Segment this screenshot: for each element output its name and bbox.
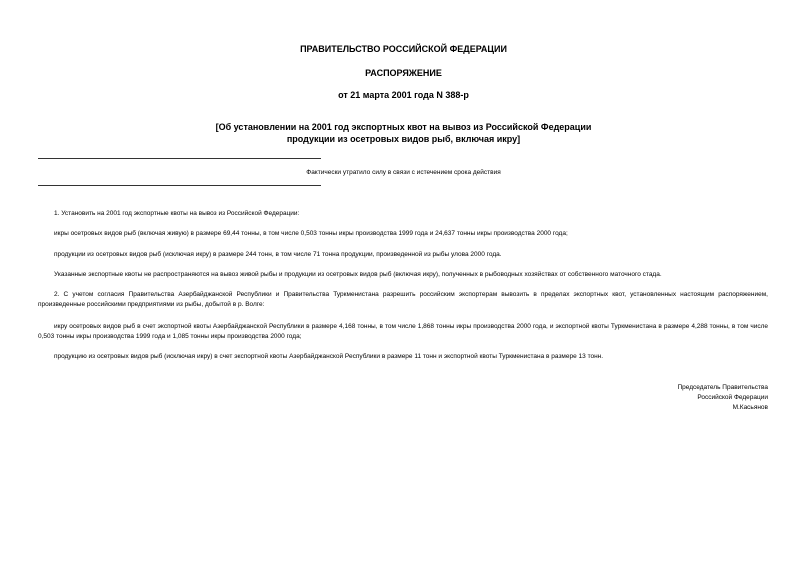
document-title-line-2: продукции из осетровых видов рыб, включая икру]	[286, 134, 521, 144]
divider-bottom	[38, 185, 321, 186]
signature-line-3: М.Касьянов	[732, 404, 768, 411]
divider-top	[38, 158, 321, 159]
signature-line-2: Российской Федерации	[697, 394, 768, 401]
document-title	[0, 121, 807, 145]
status-note: Фактически утратило силу в связи с истечением срока действия	[306, 169, 501, 176]
paragraph-5: 2. С учетом согласия Правительства Азербайджанской Республики и Правительства Туркменистана разрешить российским экспортерам вывозить в пределах экспортных квот, установленных настоящим распоряжением, произведенные российскими предприятиями из рыбы, добытой в р. Волге:	[38, 291, 768, 308]
document-date-number: от 21 марта 2001 года N 388-р	[338, 90, 469, 100]
paragraph-4: Указанные экспортные квоты не распространяются на вывоз живой рыбы и продукции из осетровых видов рыб (включая икру), полученных в рыбоводных хозяйствах от собственного маточного стада.	[54, 271, 662, 278]
paragraph-6: икру осетровых видов рыб в счет экспортной квоты Азербайджанской Республики в размере 4,168 тонны, в том числе 1,868 тонны икры производства 2000 года, и экспортной квоты Туркменистана в размере 4,288 тонны, в том числе 0,503 тонны икры производства 1999 года и 1,085 тонны икры производства 2000 года;	[38, 323, 768, 340]
paragraph-2: икры осетровых видов рыб (включая живую) в размере 69,44 тонны, в том числе 0,503 тонны икры производства 1999 года и 24,637 тонны икры производства 2000 года;	[54, 230, 568, 237]
signature-line-1: Председатель Правительства	[677, 384, 768, 391]
signature-block	[677, 383, 768, 413]
paragraph-7: продукцию из осетровых видов рыб (исключая икру) в счет экспортной квоты Азербайджанской Республики в размере 11 тонн и экспортной квоты Туркменистана в размере 13 тонн.	[54, 353, 604, 360]
government-heading: ПРАВИТЕЛЬСТВО РОССИЙСКОЙ ФЕДЕРАЦИИ	[300, 44, 507, 54]
paragraph-3: продукции из осетровых видов рыб (исключая икру) в размере 244 тонн, в том числе 71 тонна продукции, произведенной из рыбы улова 2000 года.	[54, 251, 502, 258]
document-title-line-1: [Об установлении на 2001 год экспортных квот на вывоз из Российской Федерации	[215, 122, 592, 132]
document-type-heading: РАСПОРЯЖЕНИЕ	[365, 68, 442, 78]
paragraph-1: 1. Установить на 2001 год экспортные квоты на вывоз из Российской Федерации:	[54, 210, 300, 217]
